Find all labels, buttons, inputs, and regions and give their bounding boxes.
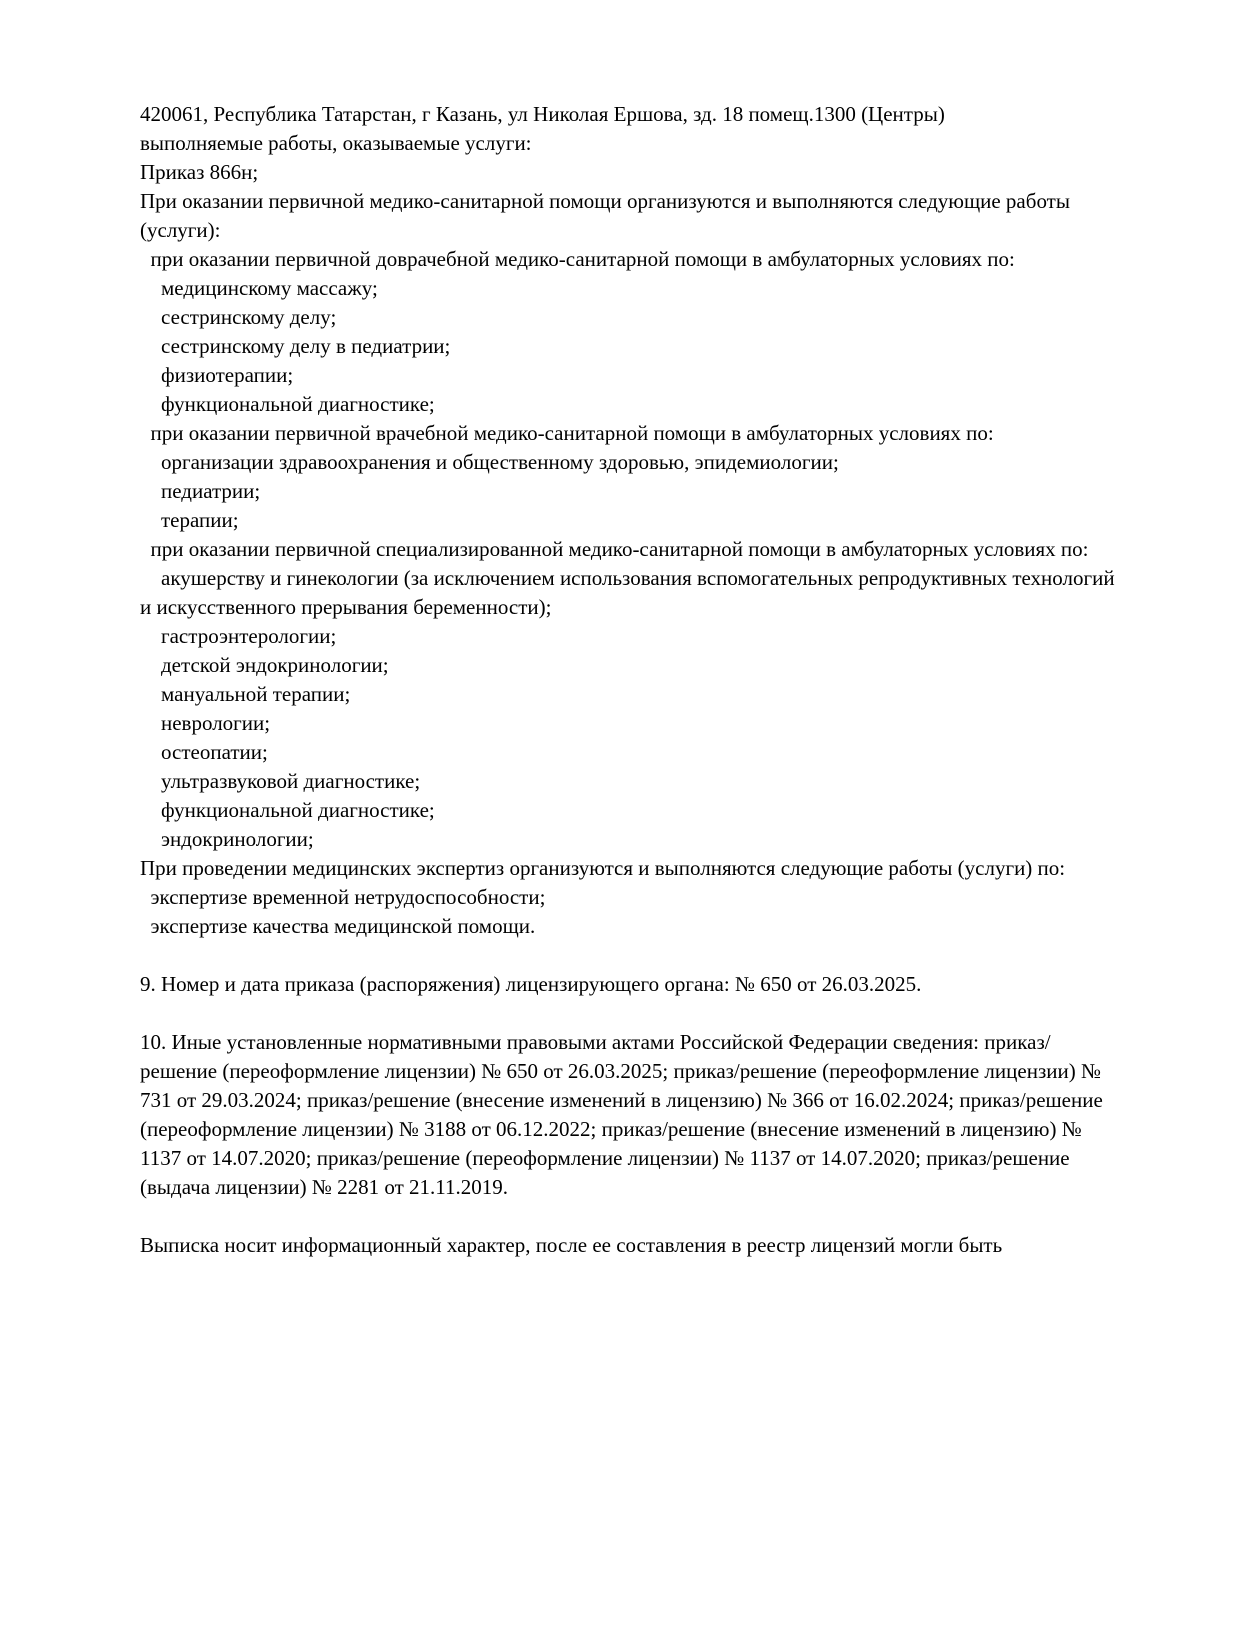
document-line: При оказании первичной медико-санитарной помощи организуются и выполняются следующие работы (услуги):: [140, 189, 1076, 242]
document-line-footer-note: Выписка носит информационный характер, после ее составления в реестр лицензий могли быть: [140, 1233, 1003, 1257]
document-line: при оказании первичной специализированной медико-санитарной помощи в амбулаторных условиях по:: [140, 537, 1089, 561]
blank-line: [140, 1202, 1120, 1231]
document-line-service-item: мануальной терапии;: [140, 682, 351, 706]
document-line-service-item: гастроэнтерологии;: [140, 624, 337, 648]
document-line-clause-10: 10. Иные установленные нормативными правовыми актами Российской Федерации сведения: приказ/решение (переоформление лицензии) № 650 от 26.03.2025; приказ/решение (переоформление лицензии) № 731 от 29.03.2024; приказ/решение (внесение изменений в лицензию) № 366 от 16.02.2024; приказ/решение (переоформление лицензии) № 3188 от 06.12.2022; приказ/решение (внесение изменений в лицензию) № 1137 от 14.07.2020; приказ/решение (переоформление лицензии) № 1137 от 14.07.2020; приказ/решение (выдача лицензии) № 2281 от 21.11.2019.: [140, 1030, 1109, 1199]
document-line-service-item: неврологии;: [140, 711, 271, 735]
blank-line: [140, 941, 1120, 970]
document-line: Приказ 866н;: [140, 160, 259, 184]
document-line-service-item: терапии;: [140, 508, 239, 532]
document-line-service-item: экспертизе качества медицинской помощи.: [140, 914, 536, 938]
document-line-service-item: остеопатии;: [140, 740, 268, 764]
document-line: при оказании первичной врачебной медико-санитарной помощи в амбулаторных условиях по:: [140, 421, 994, 445]
document-line-address: 420061, Республика Татарстан, г Казань, ул Николая Ершова, зд. 18 помещ.1300 (Центры): [140, 102, 945, 126]
document-line-service-item: акушерству и гинекологии (за исключением использования вспомогательных репродуктивных технологий и искусственного прерывания беременности);: [140, 566, 1120, 619]
document-line-service-item: сестринскому делу в педиатрии;: [140, 334, 451, 358]
document-line-service-item: эндокринологии;: [140, 827, 314, 851]
document-line: При проведении медицинских экспертиз организуются и выполняются следующие работы (услуги) по:: [140, 856, 1066, 880]
document-line-service-item: экспертизе временной нетрудоспособности;: [140, 885, 546, 909]
blank-line: [140, 999, 1120, 1028]
document-line: выполняемые работы, оказываемые услуги:: [140, 131, 532, 155]
document-line-service-item: сестринскому делу;: [140, 305, 337, 329]
document-line: при оказании первичной доврачебной медико-санитарной помощи в амбулаторных условиях по:: [140, 247, 1015, 271]
document-line-service-item: ультразвуковой диагностике;: [140, 769, 421, 793]
document-line-service-item: функциональной диагностике;: [140, 798, 435, 822]
document-line-service-item: организации здравоохранения и общественному здоровью, эпидемиологии;: [140, 450, 839, 474]
document-line-service-item: медицинскому массажу;: [140, 276, 378, 300]
document-line-clause-9: 9. Номер и дата приказа (распоряжения) лицензирующего органа: № 650 от 26.03.2025.: [140, 972, 922, 996]
document-line-service-item: детской эндокринологии;: [140, 653, 389, 677]
document-line-service-item: функциональной диагностике;: [140, 392, 435, 416]
document-line-service-item: физиотерапии;: [140, 363, 294, 387]
document-line-service-item: педиатрии;: [140, 479, 261, 503]
